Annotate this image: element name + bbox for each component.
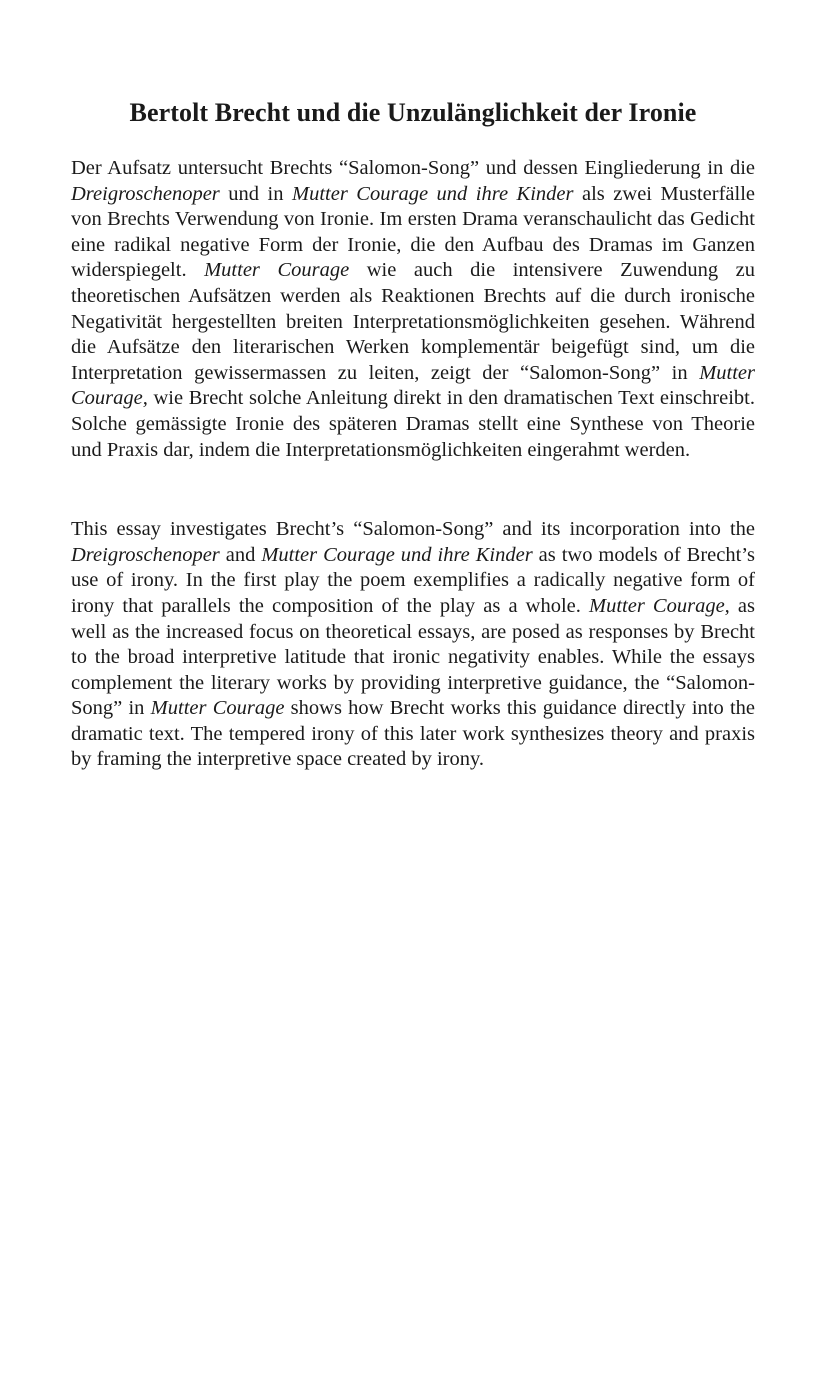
work-title-dreigroschenoper: Dreigroschenoper <box>71 543 220 566</box>
abstract-segment: wie Brecht solche Anleitung direkt in den dramatischen Text einschreibt. Solche gemässigte Ironie des späteren Dramas stellt eine Synthese von Theorie und Praxis dar, indem die Interpretationsmöglichkeiten eingerahmt werden. <box>71 387 755 461</box>
work-title-mutter-courage-full: Mutter Courage und ihre Kinder <box>261 543 533 566</box>
abstract-segment: als zwei Musterfälle von Brechts Verwendung von Ironie. Im ersten Drama veranschaulicht das Gedicht eine radikal negative Form der Ironie, die den Aufbau des Dramas im Ganzen widerspiegelt. <box>71 182 755 282</box>
work-title-mutter-courage: Mutter Courage <box>150 697 285 720</box>
work-title-mutter-courage-full: Mutter Courage und ihre Kinder <box>292 182 574 205</box>
abstract-segment: wie auch die intensivere Zuwendung zu theoretischen Aufsätzen werden als Reaktionen Brechts auf die durch ironische Negativität hergestellten breiten Interpretationsmöglichkeiten gesehen. Während die Aufsätze den literarischen Werken komplementär beigefügt sind, um die Interpretation gewissermassen zu leiten, zeigt der “Salomon-Song” in <box>71 259 755 384</box>
work-title-dreigroschenoper: Dreigroschenoper <box>71 182 220 205</box>
work-title-mutter-courage: Mutter Courage, <box>589 594 730 617</box>
work-title-mutter-courage: Mutter Courage <box>204 259 350 282</box>
german-abstract <box>71 156 755 463</box>
article-title: Bertolt Brecht und die Unzulänglichkeit der Ironie <box>129 98 697 127</box>
abstract-segment: as two models of Brecht’s use of irony. In the first play the poem exemplifies a radically negative form of irony that parallels the composition of the play as a whole. <box>71 543 755 617</box>
abstract-segment: shows how Brecht works this guidance directly into the dramatic text. The tempered irony of this later work synthesizes theory and praxis by framing the interpretive space created by irony. <box>71 697 756 771</box>
abstract-segment: This essay investigates Brecht’s “Salomon-Song” and its incorporation into the <box>71 518 755 541</box>
abstract-segment: Der Aufsatz untersucht Brechts “Salomon-Song” und dessen Eingliederung in die <box>71 157 755 179</box>
english-abstract <box>71 517 755 773</box>
abstract-segment: and <box>219 543 262 566</box>
article-page <box>71 96 755 773</box>
abstract-segment: und in <box>219 182 292 205</box>
abstract-segment: as well as the increased focus on theoretical essays, are posed as responses by Brecht to the broad interpretive latitude that ironic negativity enables. While the essays complement the literary works by providing interpretive guidance, the “Salomon-Song” in <box>71 594 756 720</box>
work-title-mutter-courage: Mutter Courage, <box>71 361 755 410</box>
